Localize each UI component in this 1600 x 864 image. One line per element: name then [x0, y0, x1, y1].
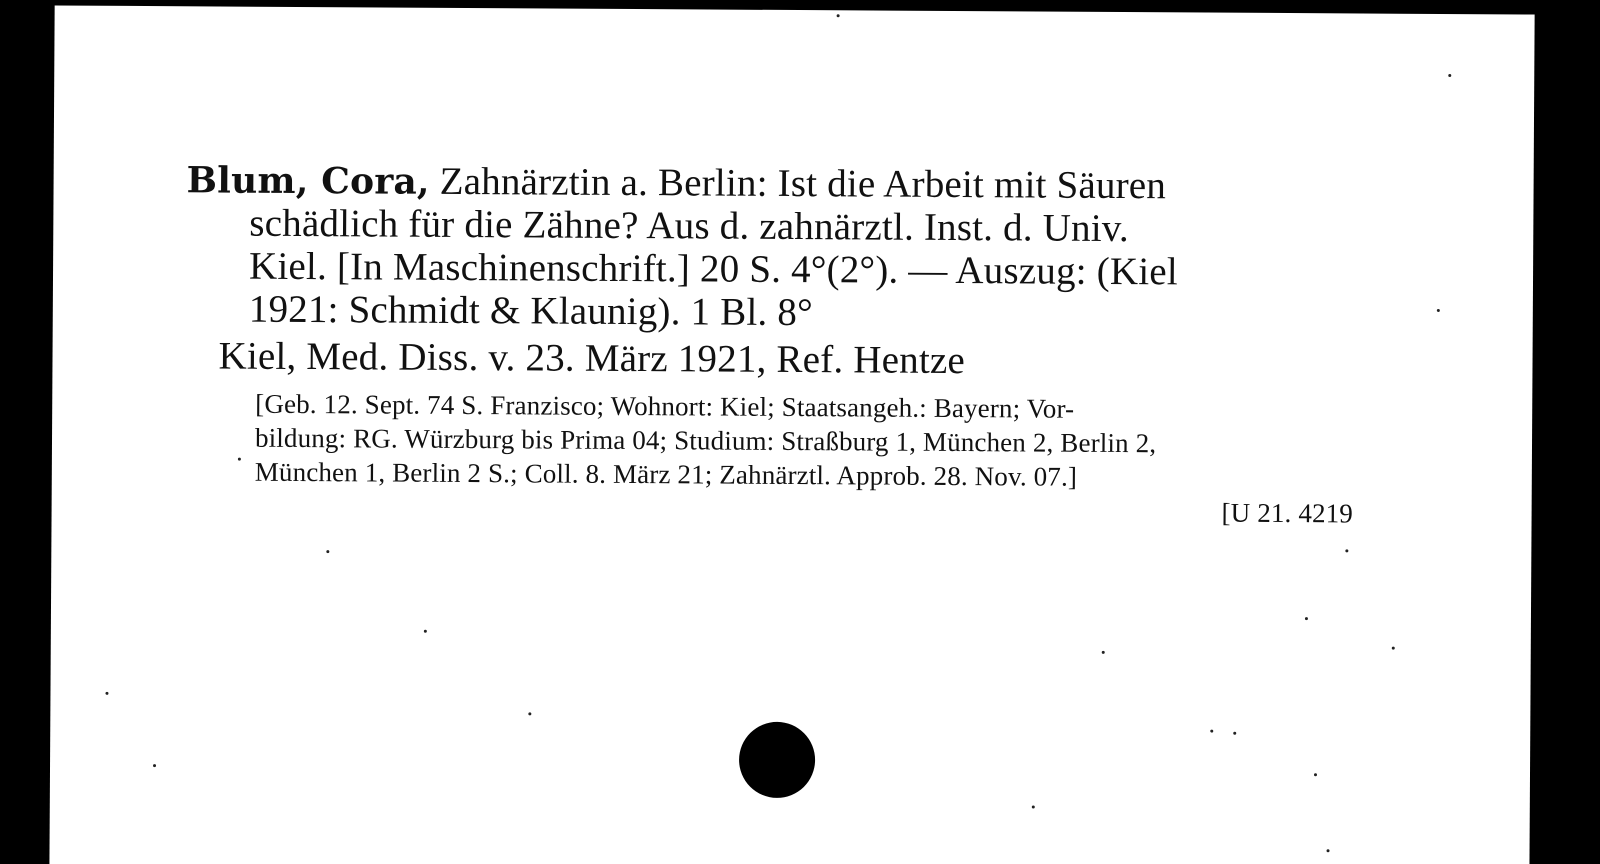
- dust-speck: [528, 712, 531, 715]
- dust-speck: [1437, 309, 1440, 312]
- dust-speck: [326, 550, 329, 553]
- bio-line-2: bildung: RG. Würzburg bis Prima 04; Studium: Straßburg 1, München 2, Berlin 2,: [254, 422, 1157, 459]
- entry-line-4: 1921: Schmidt & Klaunig). 1 Bl. 8°: [248, 287, 814, 335]
- catalog-number: [U 21. 4219: [1221, 497, 1354, 529]
- dust-speck: [1314, 773, 1317, 776]
- dust-speck: [238, 458, 241, 461]
- punch-hole: [739, 722, 815, 798]
- bio-line-1: [Geb. 12. Sept. 74 S. Franzisco; Wohnort: Kiel; Staatsangeh.: Bayern; Vor-: [255, 388, 1075, 424]
- dust-speck: [1448, 74, 1451, 77]
- dissertation-line: Kiel, Med. Diss. v. 23. März 1921, Ref. Hentze: [218, 334, 966, 383]
- title-start: Zahnärztin a. Berlin: Ist die Arbeit mit Säuren: [429, 159, 1167, 208]
- dust-speck: [1102, 651, 1105, 654]
- entry-line-3: Kiel. [In Maschinenschrift.] 20 S. 4°(2°). — Auszug: (Kiel: [248, 244, 1178, 294]
- entry-line-1: [186, 159, 1167, 208]
- dust-speck: [153, 764, 156, 767]
- bio-line-3: München 1, Berlin 2 S.; Coll. 8. März 21; Zahnärztl. Approb. 28. Nov. 07.]: [254, 456, 1078, 492]
- dust-speck: [1210, 730, 1213, 733]
- dust-speck: [1233, 732, 1236, 735]
- dust-speck: [1305, 617, 1308, 620]
- index-card: [49, 5, 1534, 864]
- dust-speck: [105, 692, 108, 695]
- dust-speck: [837, 14, 840, 17]
- dust-speck: [1392, 647, 1395, 650]
- entry-line-2: schädlich für die Zähne? Aus d. zahnärztl. Inst. d. Univ.: [249, 201, 1130, 251]
- author-name: Blum, Cora,: [186, 159, 430, 203]
- dust-speck: [1032, 805, 1035, 808]
- dust-speck: [424, 630, 427, 633]
- dust-speck: [1345, 549, 1348, 552]
- dust-speck: [1327, 849, 1330, 852]
